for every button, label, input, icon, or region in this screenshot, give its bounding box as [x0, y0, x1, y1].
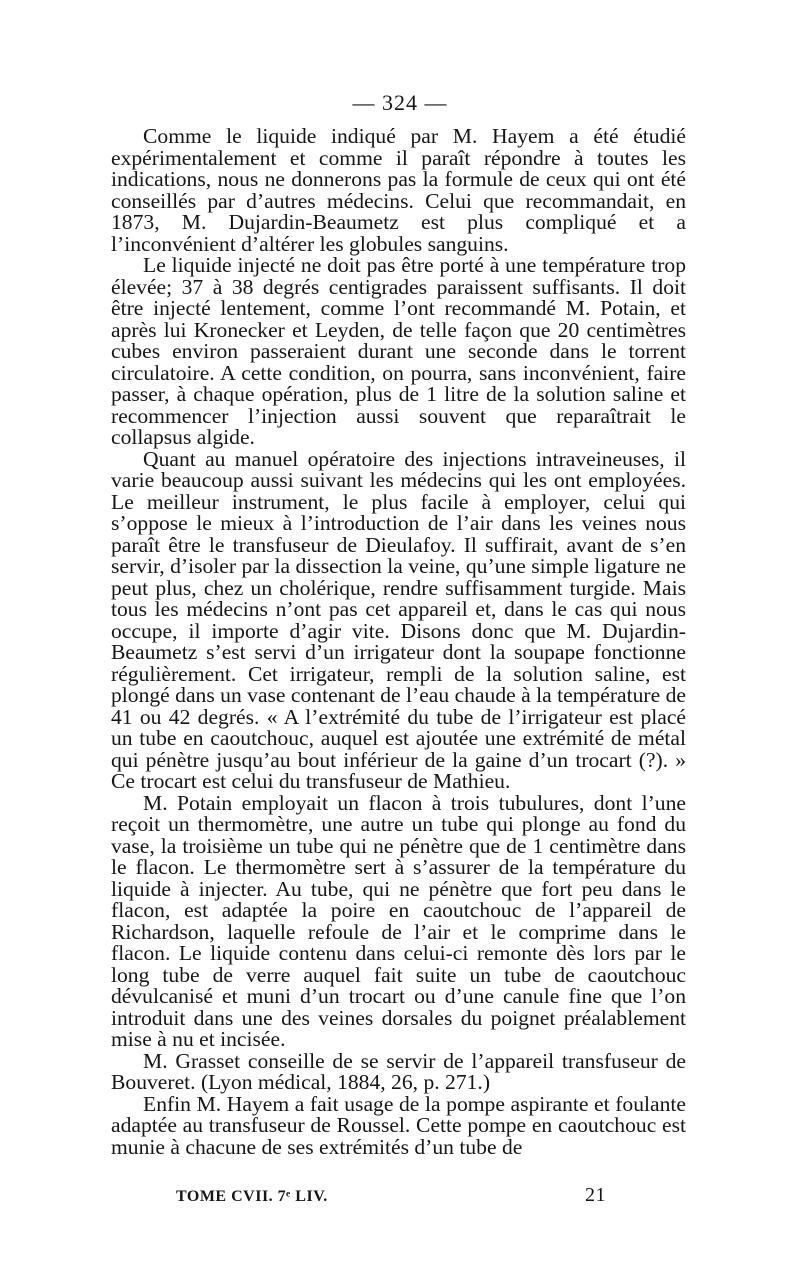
- paragraph-3: Quant au manuel opératoire des injections intraveineuses, il varie beaucoup aussi suivant les médecins qui les ont employées. Le meilleur instrument, le plus facile à employer, celui qui s’oppose le mieux à l’introduction de l’air dans les veines nous paraît être le transfuseur de Dieulafoy. Il suffirait, avant de s’en servir, d’isoler par la dissection la veine, qu’une simple ligature ne peut plus, chez un cholérique, rendre suffisamment turgide. Mais tous les médecins n’ont pas cet appareil et, dans le cas qui nous occupe, il importe d’agir vite. Disons donc que M. Dujardin-Beaumetz s’est servi d’un irrigateur dont la soupape fonctionne régulièrement. Cet irrigateur, rempli de la solution saline, est plongé dans un vase contenant de l’eau chaude à la température de 41 ou 42 degrés. « A l’extrémité du tube de l’irrigateur est placé un tube en caoutchouc, auquel est ajoutée une extrémité de métal qui pénètre jusqu’au bout inférieur de la gaine d’un trocart (?). » Ce trocart est celui du transfuseur de Mathieu.: [111, 446, 686, 793]
- signature-number: 21: [585, 1184, 606, 1206]
- body-text: [111, 126, 686, 1158]
- paragraph-5: M. Grasset conseille de se servir de l’appareil transfuseur de Bouveret. (Lyon médical, 1884, 26, p. 271.): [111, 1048, 686, 1094]
- page-number-header: — 324 —: [352, 90, 448, 115]
- paragraph-1: Comme le liquide indiqué par M. Hayem a été étudié expérimentalement et comme il paraît répondre à toutes les indications, nous ne donnerons pas la formule de ceux qui ont été conseillés par d’autres médecins. Celui que recommandait, en 1873, M. Dujardin-Beaumetz est plus compliqué et a l’inconvénient d’altérer les globules sanguins.: [111, 124, 686, 256]
- paragraph-2: Le liquide injecté ne doit pas être porté à une température trop élevée; 37 à 38 degrés centigrades paraissent suffisants. Il doit être injecté lentement, comme l’ont recommandé M. Potain, et après lui Kronecker et Leyden, de telle façon que 20 centimètres cubes environ passeraient durant une seconde dans le torrent circulatoire. A cette condition, on pourra, sans inconvénient, faire passer, à chaque opération, plus de 1 litre de la solution saline et recommencer l’injection aussi souvent que reparaîtrait le collapsus algide.: [111, 253, 686, 449]
- paragraph-6: Enfin M. Hayem a fait usage de la pompe aspirante et foulante adaptée au transfuseur de Roussel. Cette pompe en caoutchouc est munie à chacune de ses extrémités d’un tube de: [111, 1091, 686, 1159]
- volume-signature: TOME CVII. 7ᵉ LIV.: [176, 1188, 328, 1205]
- paragraph-4: M. Potain employait un flacon à trois tubulures, dont l’une reçoit un thermomètre, une autre un tube qui plonge au fond du vase, la troisième un tube qui ne pénètre que de 1 centimètre dans le flacon. Le thermomètre sert à s’assurer de la température du liquide à injecter. Au tube, qui ne pénètre que fort peu dans le flacon, est adaptée la poire en caoutchouc de l’appareil de Richardson, laquelle refoule de l’air et le comprime dans le flacon. Le liquide contenu dans celui-ci remonte dès lors par le long tube de verre auquel fait suite un tube de caoutchouc dévulcanisé et muni d’un trocart ou d’une canule fine que l’on introduit dans une des veines dorsales du poignet préalablement mise à nu et incisée.: [111, 790, 686, 1051]
